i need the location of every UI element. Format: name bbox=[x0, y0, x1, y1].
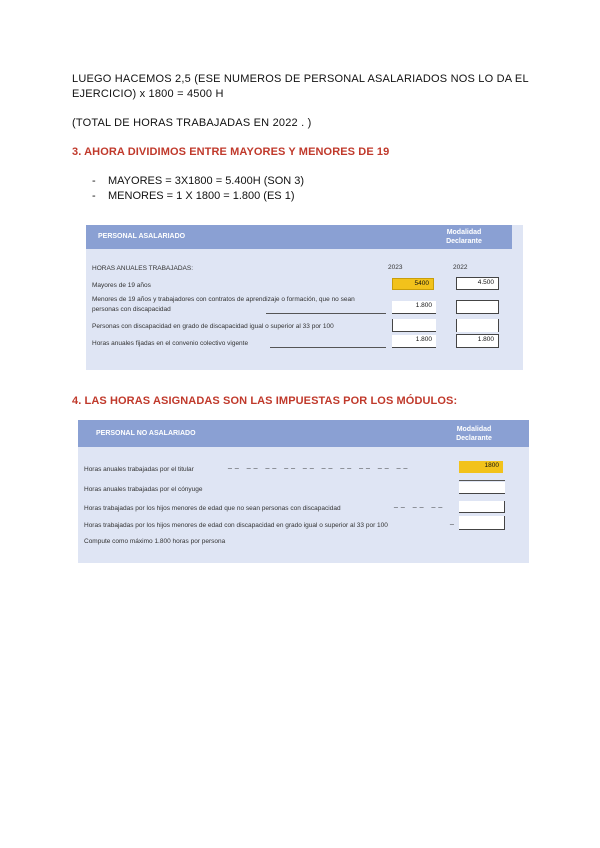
form-note: Compute como máximo 1.800 horas por persona bbox=[84, 538, 226, 545]
row-label: Mayores de 19 años bbox=[92, 282, 151, 289]
form-personal-asalariado bbox=[86, 225, 523, 370]
hours-input[interactable] bbox=[392, 319, 436, 332]
hours-input[interactable] bbox=[456, 300, 499, 314]
intro-line-2: EJERCICIO) x 1800 = 4500 H bbox=[72, 88, 224, 100]
row-label: Menores de 19 años y trabajadores con contratos de aprendizaje o formación, que no sean bbox=[92, 296, 355, 303]
bullet-text: MENORES = 1 X 1800 = 1.800 (ES 1) bbox=[108, 190, 295, 202]
dotted-leader: __ __ __ __ __ __ __ __ __ __ bbox=[228, 462, 411, 469]
year-label: 2022 bbox=[453, 264, 468, 271]
column-header-line: Declarante bbox=[456, 435, 492, 442]
hours-input[interactable] bbox=[456, 319, 499, 332]
bullet-dash: - bbox=[92, 190, 96, 202]
form-title: PERSONAL ASALARIADO bbox=[98, 233, 186, 240]
row-label: Personas con discapacidad en grado de discapacidad igual o superior al 33 por 100 bbox=[92, 323, 334, 330]
dotted-leader: _ bbox=[450, 518, 457, 525]
row-label: Horas trabajadas por los hijos menores de edad que no sean personas con discapacidad bbox=[84, 505, 341, 512]
year-label: 2023 bbox=[388, 264, 403, 271]
field-underline bbox=[459, 480, 505, 481]
row-label: Horas anuales trabajadas por el cónyuge bbox=[84, 486, 203, 493]
bullet-item bbox=[92, 190, 294, 202]
hours-input[interactable]: 1.800 bbox=[456, 334, 499, 348]
form-personal-no-asalariado bbox=[78, 420, 529, 563]
bullet-dash: - bbox=[92, 175, 96, 187]
row-label: Horas trabajadas por los hijos menores de edad con discapacidad en grado igual o superior al 33 por 100 bbox=[84, 522, 388, 529]
hours-input[interactable]: 4.500 bbox=[456, 277, 499, 290]
dotted-leader bbox=[270, 347, 386, 348]
hours-input[interactable]: 5400 bbox=[392, 278, 434, 290]
form-title: PERSONAL NO ASALARIADO bbox=[96, 430, 196, 437]
hours-input[interactable] bbox=[459, 501, 505, 513]
dotted-leader bbox=[266, 313, 386, 314]
hours-input[interactable] bbox=[459, 482, 505, 494]
row-label: Horas anuales trabajadas por el titular bbox=[84, 466, 194, 473]
hours-input[interactable] bbox=[459, 516, 505, 530]
hours-input[interactable]: 1.800 bbox=[392, 335, 436, 348]
form-header bbox=[86, 225, 512, 249]
hours-input[interactable]: 1.800 bbox=[392, 301, 436, 314]
form-header bbox=[78, 420, 529, 447]
bullet-text: MAYORES = 3X1800 = 5.400H (SON 3) bbox=[108, 175, 305, 187]
column-header-line: Modalidad bbox=[456, 426, 492, 433]
column-header bbox=[443, 425, 505, 443]
dotted-leader: __ __ __ bbox=[394, 501, 446, 508]
section-label: HORAS ANUALES TRABAJADAS: bbox=[92, 265, 194, 272]
section-4-heading: 4. LAS HORAS ASIGNADAS SON LAS IMPUESTAS POR LOS MÓDULOS: bbox=[72, 395, 458, 407]
section-3-heading: 3. AHORA DIVIDIMOS ENTRE MAYORES Y MENORES DE 19 bbox=[72, 146, 390, 158]
row-label: Horas anuales fijadas en el convenio colectivo vigente bbox=[92, 340, 249, 347]
column-header-line: Modalidad bbox=[446, 229, 482, 236]
column-header-line: Declarante bbox=[446, 238, 482, 245]
intro-line-3: (TOTAL DE HORAS TRABAJADAS EN 2022 . ) bbox=[72, 117, 312, 129]
bullet-item bbox=[92, 175, 304, 187]
intro-line-1: LUEGO HACEMOS 2,5 (ESE NUMEROS DE PERSONAL ASALARIADOS NOS LO DA EL bbox=[72, 73, 529, 85]
column-header bbox=[434, 228, 494, 246]
row-label: personas con discapacidad bbox=[92, 306, 171, 313]
hours-input[interactable]: 1800 bbox=[459, 461, 503, 473]
